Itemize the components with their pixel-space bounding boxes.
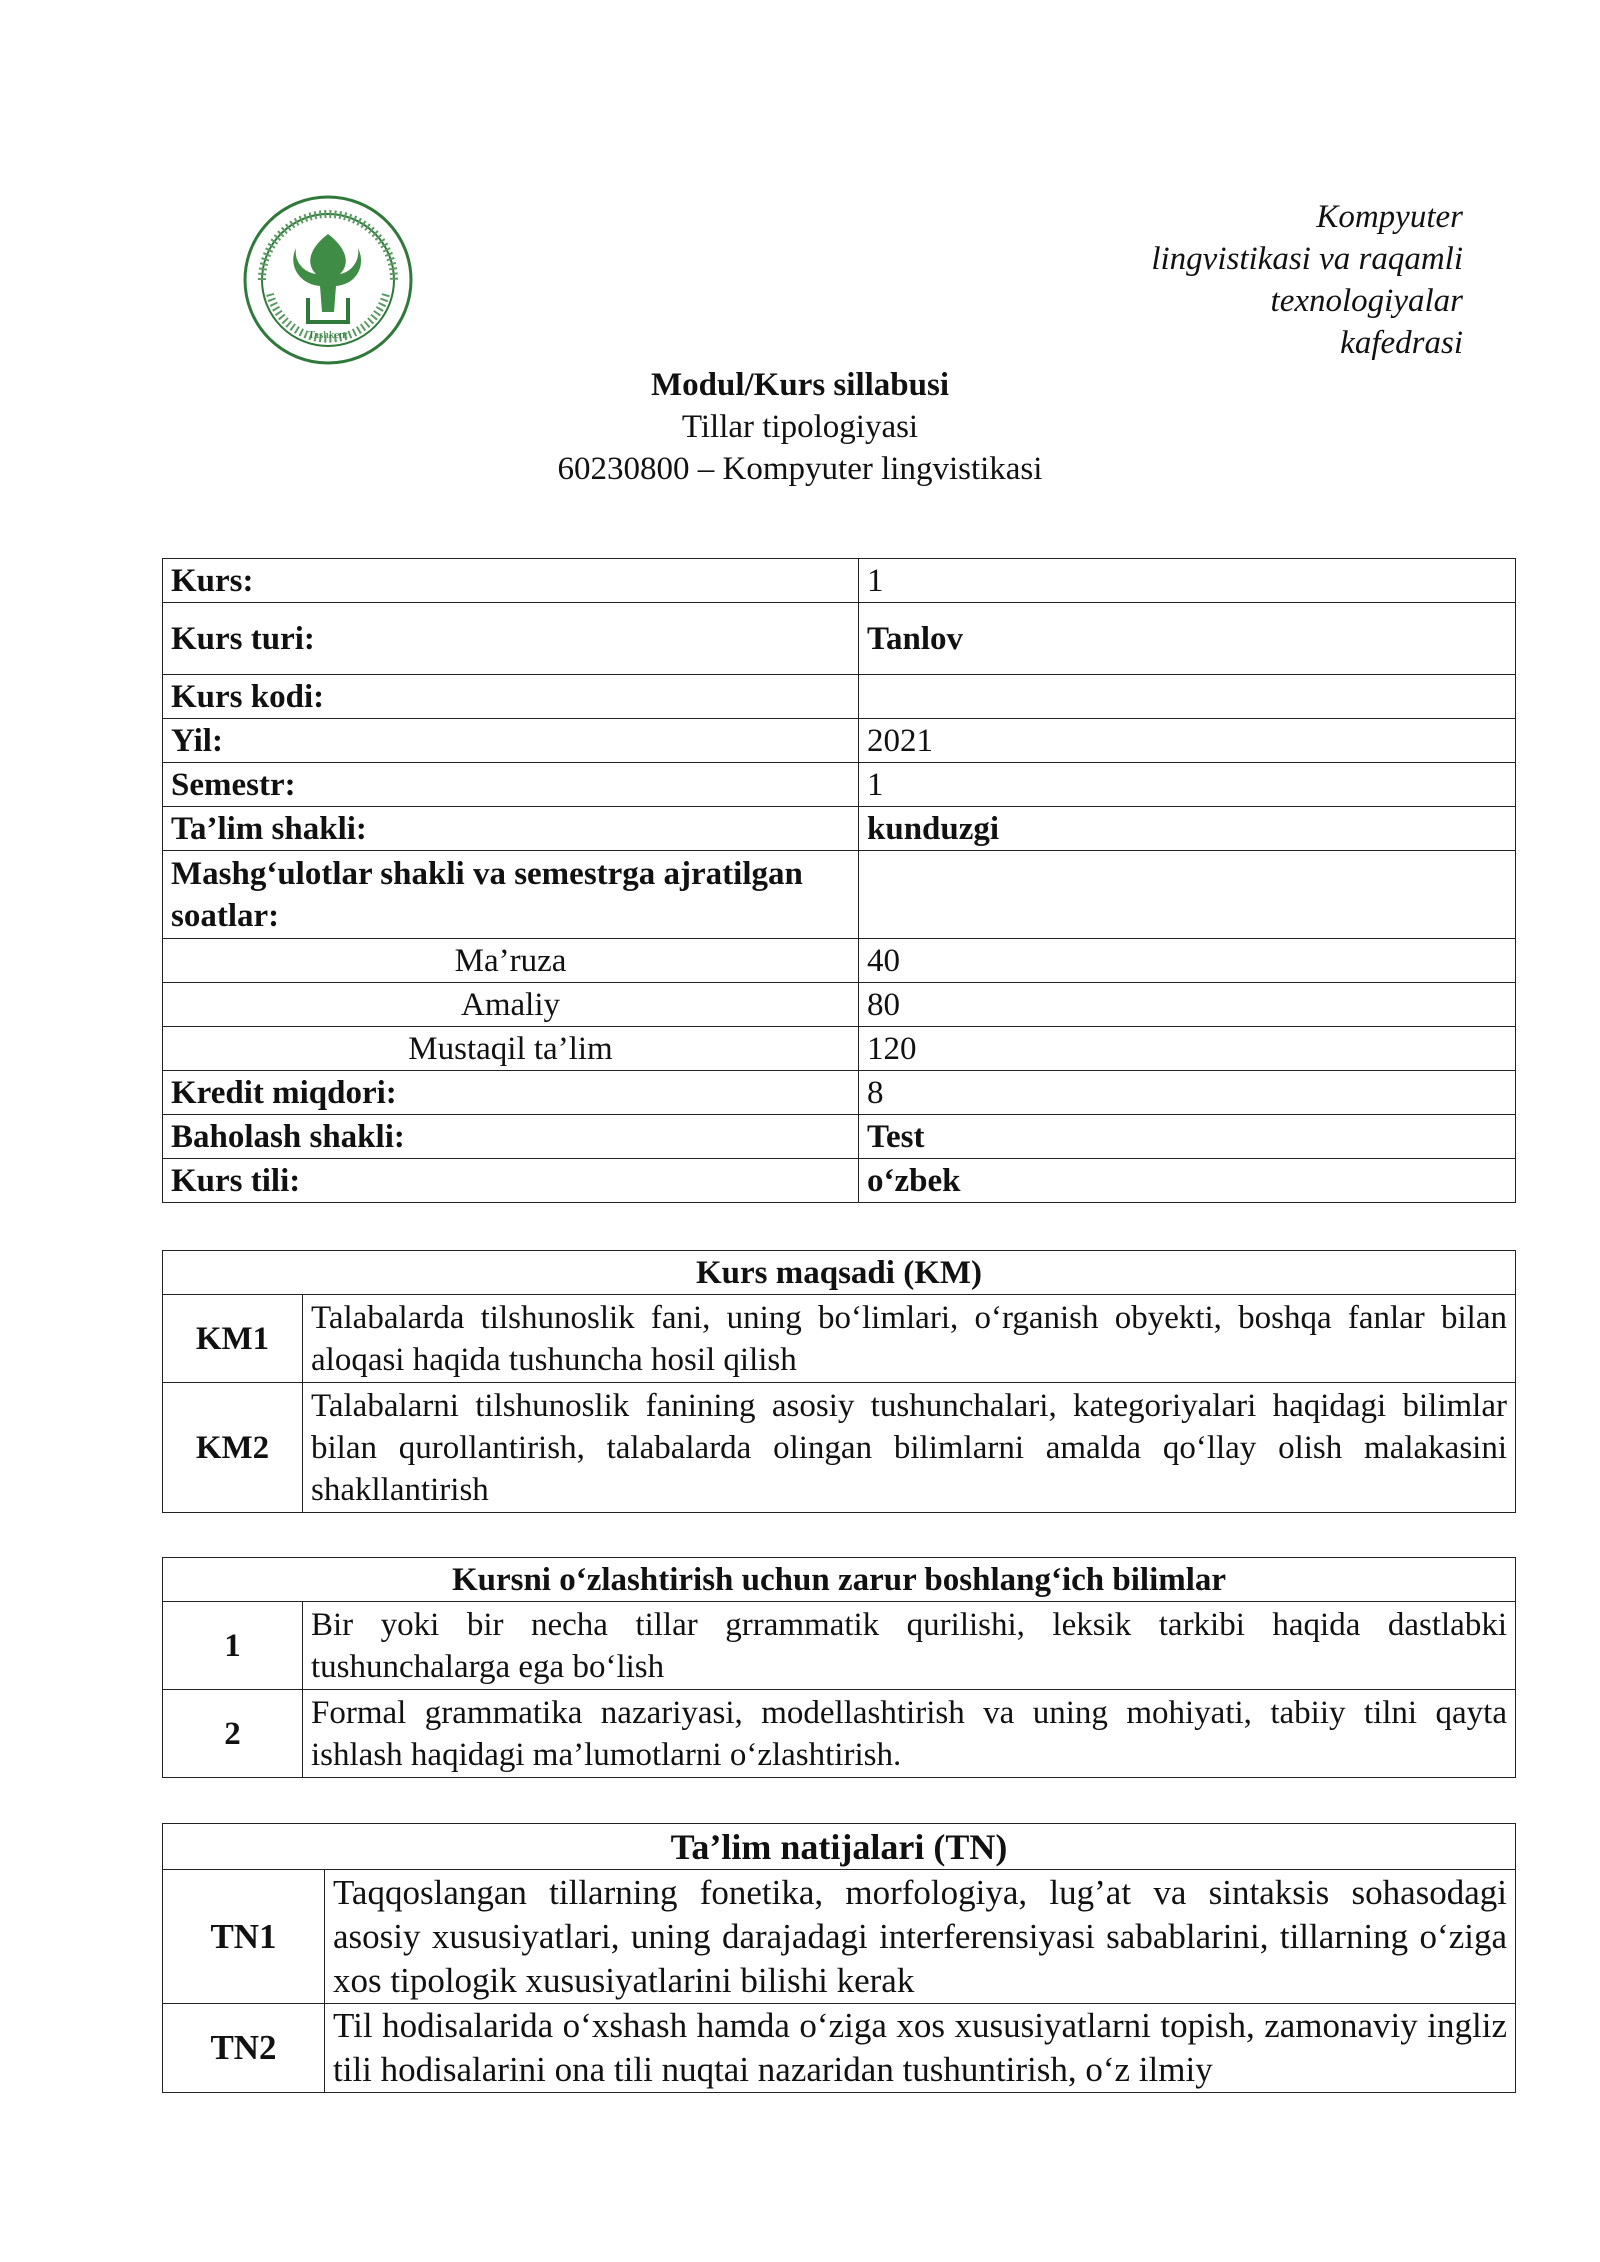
info-label: Ta’lim shakli: xyxy=(163,807,859,851)
table-row xyxy=(163,1383,1516,1513)
info-value: 80 xyxy=(859,983,1516,1027)
prereq-number: 2 xyxy=(163,1690,303,1778)
department-line: Kompyuter xyxy=(1316,199,1463,235)
course-info-table xyxy=(162,558,1516,1203)
goal-text: Talabalarda tilshunoslik fani, uning bo‘limlari, o‘rganish obyekti, boshqa fanlar bilan aloqasi haqida tushuncha hosil qilish xyxy=(303,1295,1516,1383)
section-title: Kursni o‘zlashtirish uchun zarur boshlang‘ich bilimlar xyxy=(163,1558,1516,1602)
info-value: 2021 xyxy=(859,719,1516,763)
university-logo-icon xyxy=(242,194,414,366)
department-line: texnologiyalar xyxy=(1270,283,1463,319)
info-value xyxy=(859,675,1516,719)
info-label: Kurs: xyxy=(163,559,859,603)
course-name: Tillar tipologiyasi xyxy=(681,409,919,445)
table-row xyxy=(163,603,1516,675)
outcome-text: Til hodisalarida o‘xshash hamda o‘ziga xos xususiyatlarni topish, zamonaviy ingliz tili hodisalarini ona tili nuqtai nazaridan tushuntirish, o‘z ilmiy xyxy=(325,2004,1516,2093)
info-label: Yil: xyxy=(163,719,859,763)
table-row xyxy=(163,807,1516,851)
table-row xyxy=(163,1159,1516,1203)
table-row xyxy=(163,851,1516,939)
table-row xyxy=(163,983,1516,1027)
info-value: o‘zbek xyxy=(859,1159,1516,1203)
table-row xyxy=(163,559,1516,603)
info-value: 1 xyxy=(859,559,1516,603)
table-row xyxy=(163,1115,1516,1159)
table-row xyxy=(163,1071,1516,1115)
info-value: kunduzgi xyxy=(859,807,1516,851)
table-row xyxy=(163,2004,1516,2093)
info-label: Baholash shakli: xyxy=(163,1115,859,1159)
table-header-row xyxy=(163,1251,1516,1295)
info-label: Kurs tili: xyxy=(163,1159,859,1203)
info-label: Mustaqil ta’lim xyxy=(163,1027,859,1071)
department-line: kafedrasi xyxy=(1340,325,1463,361)
prereq-text: Formal grammatika nazariyasi, modellashtirish va uning mohiyati, tabiiy tilni qayta ishlash haqidagi ma’lumotlarni o‘zlashtirish. xyxy=(303,1690,1516,1778)
table-row xyxy=(163,763,1516,807)
outcome-code: TN1 xyxy=(163,1870,325,2004)
department-line: lingvistikasi va raqamli xyxy=(1151,241,1463,277)
table-header-row xyxy=(163,1824,1516,1870)
program-name: 60230800 – Kompyuter lingvistikasi xyxy=(557,451,1043,487)
table-row xyxy=(163,1690,1516,1778)
info-value: Test xyxy=(859,1115,1516,1159)
info-label: Semestr: xyxy=(163,763,859,807)
info-value: 8 xyxy=(859,1071,1516,1115)
outcome-code: TN2 xyxy=(163,2004,325,2093)
info-label: Kurs turi: xyxy=(163,603,859,675)
info-value xyxy=(859,851,1516,939)
section-title: Kurs maqsadi (KM) xyxy=(163,1251,1516,1295)
table-row xyxy=(163,675,1516,719)
prereq-text: Bir yoki bir necha tillar grrammatik qurilishi, leksik tarkibi haqida dastlabki tushunchalarga ega bo‘lish xyxy=(303,1602,1516,1690)
outcome-text: Taqqoslangan tillarning fonetika, morfologiya, lug’at va sintaksis sohasodagi asosiy xususiyatlari, uning darajadagi interferensiyasi sabablarini, tillarning o‘ziga xos tipologik xususiyatlarini bilishi kerak xyxy=(325,1870,1516,2004)
table-header-row xyxy=(163,1558,1516,1602)
logo-caption: Tashkent xyxy=(308,329,348,341)
section-title: Ta’lim natijalari (TN) xyxy=(163,1824,1516,1870)
learning-outcomes-table xyxy=(162,1823,1516,2093)
prereq-number: 1 xyxy=(163,1602,303,1690)
goal-text: Talabalarni tilshunoslik fanining asosiy tushunchalari, kategoriyalari haqidagi bilimlar bilan qurollantirish, talabalarda olingan bilimlarni amalda qo‘llay olish malakasini shakllantirish xyxy=(303,1383,1516,1513)
info-value: 40 xyxy=(859,939,1516,983)
document-title: Modul/Kurs sillabusi xyxy=(650,367,949,403)
course-goals-table xyxy=(162,1250,1516,1513)
info-label: Ma’ruza xyxy=(163,939,859,983)
prerequisites-table xyxy=(162,1557,1516,1778)
table-row xyxy=(163,1870,1516,2004)
info-value: 120 xyxy=(859,1027,1516,1071)
department-name xyxy=(1043,196,1463,364)
table-row xyxy=(163,719,1516,763)
info-label: Kurs kodi: xyxy=(163,675,859,719)
info-value: 1 xyxy=(859,763,1516,807)
table-row xyxy=(163,1295,1516,1383)
info-value: Tanlov xyxy=(859,603,1516,675)
table-row xyxy=(163,1602,1516,1690)
info-label: Kredit miqdori: xyxy=(163,1071,859,1115)
info-label: Mashg‘ulotlar shakli va semestrga ajratilgan soatlar: xyxy=(163,851,859,939)
table-row xyxy=(163,939,1516,983)
goal-code: KM2 xyxy=(163,1383,303,1513)
info-label: Amaliy xyxy=(163,983,859,1027)
goal-code: KM1 xyxy=(163,1295,303,1383)
table-row xyxy=(163,1027,1516,1071)
document-heading xyxy=(0,364,1600,490)
